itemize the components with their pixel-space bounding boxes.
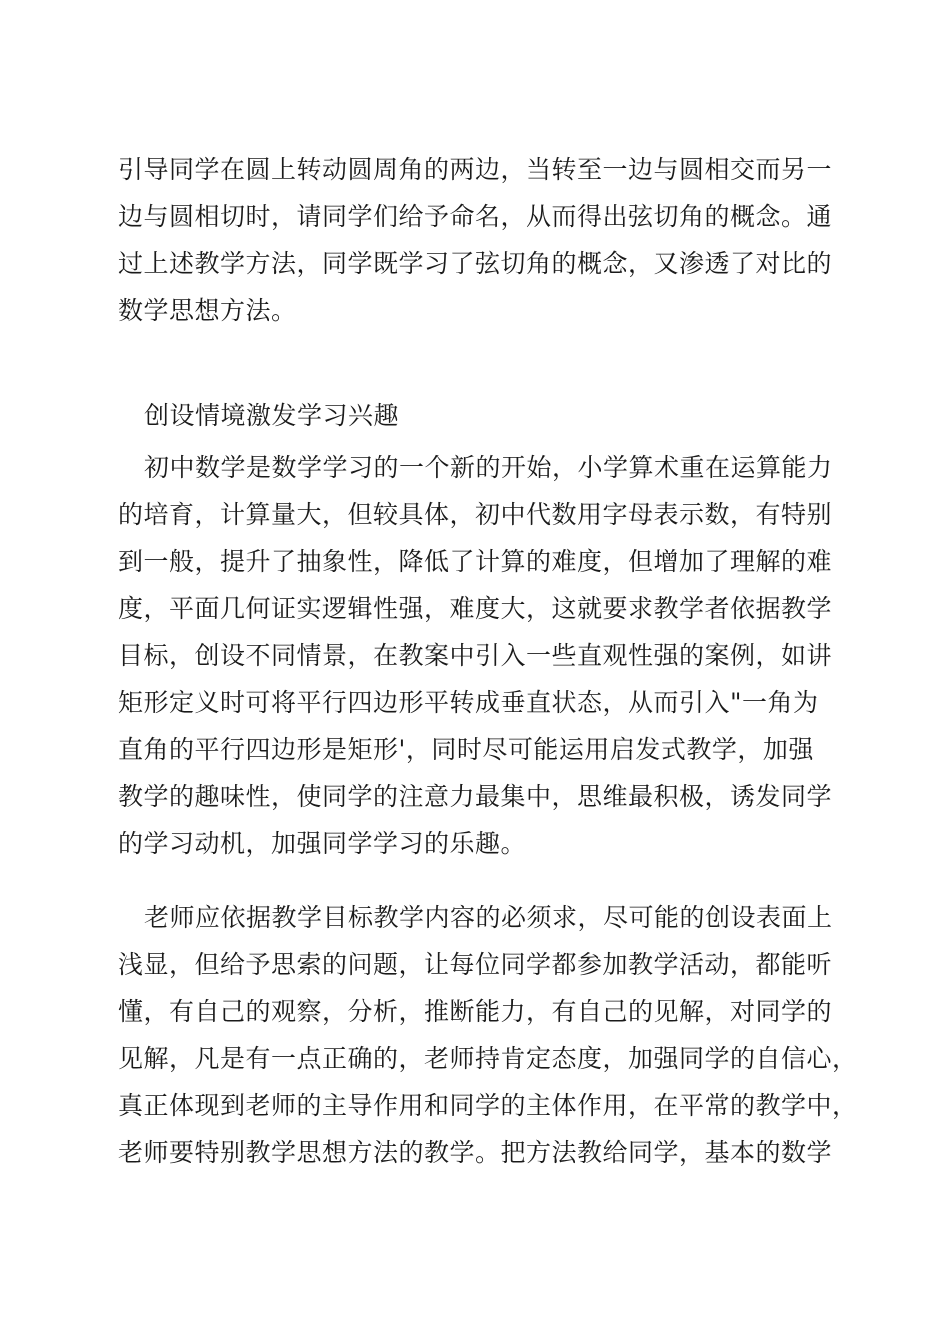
- paragraph-3-line: 懂，有自己的观察，分析，推断能力，有自己的见解，对同学的: [118, 997, 833, 1026]
- paragraph-1-line: 过上述教学方法，同学既学习了弦切角的概念，又渗透了对比的: [118, 249, 833, 278]
- section-heading-block: [118, 392, 838, 439]
- paragraph-2-line: 度，平面几何证实逻辑性强，难度大，这就要求教学者依据教学: [118, 594, 833, 623]
- paragraph-3-line: 见解，凡是有一点正确的，老师持肯定态度，加强同学的自信心，: [118, 1044, 858, 1073]
- paragraph-2-line: 目标，创设不同情景，在教案中引入一些直观性强的案例，如讲: [118, 641, 833, 670]
- paragraph-2: [118, 444, 838, 867]
- paragraph-3-line: 老师要特别教学思想方法的教学。把方法教给同学，基本的数学: [118, 1138, 833, 1167]
- paragraph-2-line: 直角的平行四边形是矩形'，同时尽可能运用启发式教学，加强: [118, 735, 814, 764]
- paragraph-3-line: 真正体现到老师的主导作用和同学的主体作用，在平常的教学中，: [118, 1091, 858, 1120]
- paragraph-2-line: 矩形定义时可将平行四边形平转成垂直状态，从而引入"一角为: [118, 688, 819, 717]
- paragraph-2-line: 的培育，计算量大，但较具体，初中代数用字母表示数，有特别: [118, 500, 833, 529]
- section-heading: 创设情境激发学习兴趣: [144, 401, 400, 430]
- paragraph-1-line: 引导同学在圆上转动圆周角的两边，当转至一边与圆相交而另一: [118, 155, 833, 184]
- paragraph-2-line: 初中数学是数学学习的一个新的开始，小学算术重在运算能力: [144, 453, 833, 482]
- paragraph-1-line: 数学思想方法。: [118, 296, 297, 325]
- paragraph-3-line: 浅显，但给予思索的问题，让每位同学都参加教学活动，都能听: [118, 950, 833, 979]
- paragraph-2-line: 到一般，提升了抽象性，降低了计算的难度，但增加了理解的难: [118, 547, 833, 576]
- paragraph-3-line: 老师应依据教学目标教学内容的必须求，尽可能的创设表面上: [144, 903, 833, 932]
- paragraph-2-line: 的学习动机，加强同学学习的乐趣。: [118, 829, 527, 858]
- paragraph-1-line: 边与圆相切时，请同学们给予命名，从而得出弦切角的概念。通: [118, 202, 833, 231]
- paragraph-2-line: 教学的趣味性，使同学的注意力最集中，思维最积极，诱发同学: [118, 782, 833, 811]
- paragraph-1: [118, 146, 838, 334]
- paragraph-3: [118, 894, 858, 1176]
